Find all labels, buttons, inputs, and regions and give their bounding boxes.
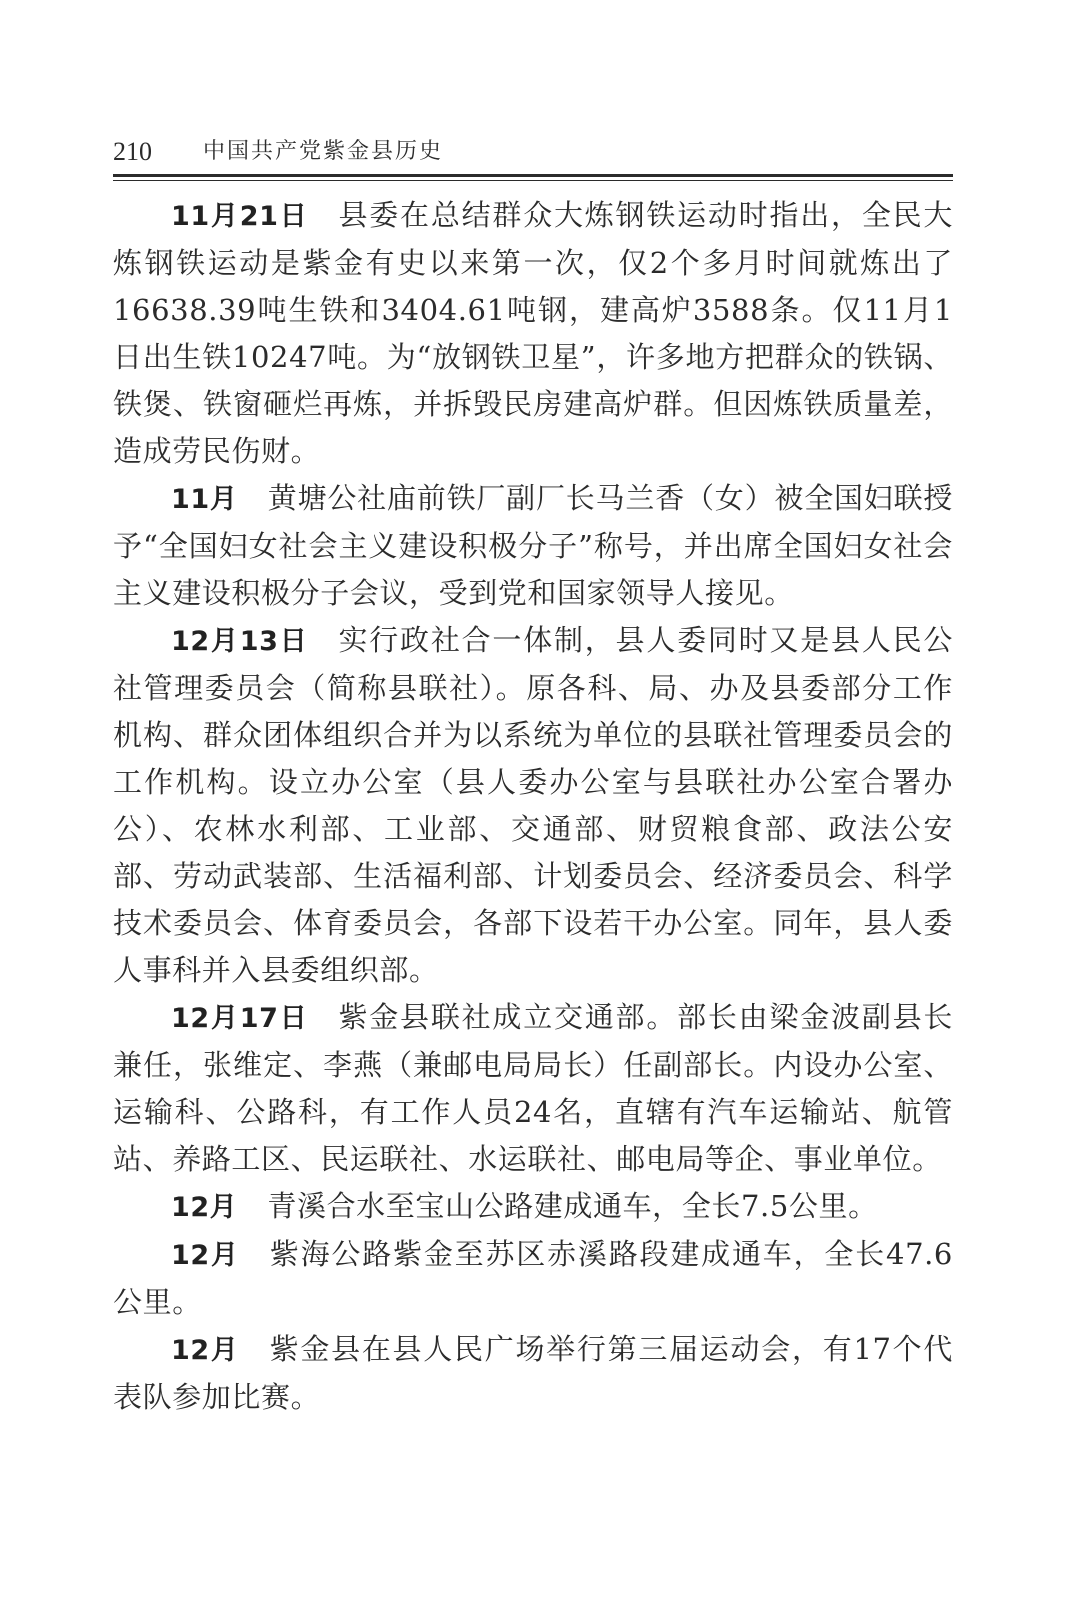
chronicle-entry <box>113 994 953 1183</box>
header-rule-thick <box>113 174 953 177</box>
running-header <box>113 134 953 170</box>
entry-text: 实行政社合一体制，县人委同时又是县人民公社管理委员会（简称县联社）。原各科、局、办及县委部分工作机构、群众团体组织合并为以系统为单位的县联社管理委员会的工作机构。设立办公室（县人委办公室与县联社办公室合署办公）、农林水利部、工业部、交通部、财贸粮食部、政法公安部、劳动武装部、生活福利部、计划委员会、经济委员会、科学技术委员会、体育委员会，各部下设若干办公室。同年，县人委人事科并入县委组织部。 <box>113 623 953 987</box>
entry-text: 黄塘公社庙前铁厂副厂长马兰香（女）被全国妇联授予“全国妇女社会主义建设积极分子”称号，并出席全国妇女社会主义建设积极分子会议，受到党和国家领导人接见。 <box>113 481 953 610</box>
entry-text: 县委在总结群众大炼钢铁运动时指出，全民大炼钢铁运动是紫金有史以来第一次，仅2个多月时间就炼出了16638.39吨生铁和3404.61吨钢，建高炉3588条。仅11月1日出生铁10247吨。为“放钢铁卫星”，许多地方把群众的铁锅、铁煲、铁窗砸烂再炼，并拆毁民房建高炉群。但因炼铁质量差，造成劳民伤财。 <box>113 198 953 468</box>
chronicle-entry <box>113 1183 953 1231</box>
entry-date: 12月 <box>171 1192 238 1223</box>
chronicle-entry <box>113 1326 953 1421</box>
entry-text: 青溪合水至宝山公路建成通车，全长7.5公里。 <box>267 1189 878 1223</box>
entry-date: 12月 <box>171 1335 240 1366</box>
chronicle-entry <box>113 617 953 994</box>
entry-date: 11月21日 <box>171 201 309 232</box>
entry-date: 12月13日 <box>171 626 309 657</box>
entry-text: 紫金县在县人民广场举行第三届运动会，有17个代表队参加比赛。 <box>113 1332 954 1414</box>
chronicle-entry <box>113 475 953 617</box>
page-number: 210 <box>113 137 152 166</box>
chronicle-entry <box>113 1231 953 1326</box>
book-title: 中国共产党紫金县历史 <box>203 139 444 164</box>
entry-date: 12月17日 <box>171 1003 309 1034</box>
entry-text: 紫海公路紫金至苏区赤溪路段建成通车，全长47.6公里。 <box>113 1237 953 1319</box>
chronicle-entry <box>113 192 953 475</box>
header-rule-thin <box>113 180 953 181</box>
entry-date: 12月 <box>171 1240 240 1271</box>
chronicle-content <box>113 192 953 1421</box>
entry-date: 11月 <box>171 484 238 515</box>
entry-text: 紫金县联社成立交通部。部长由梁金波副县长兼任，张维定、李燕（兼邮电局局长）任副部长。内设办公室、运输科、公路科，有工作人员24名，直辖有汽车运输站、航管站、养路工区、民运联社、水运联社、邮电局等企、事业单位。 <box>113 1000 953 1176</box>
